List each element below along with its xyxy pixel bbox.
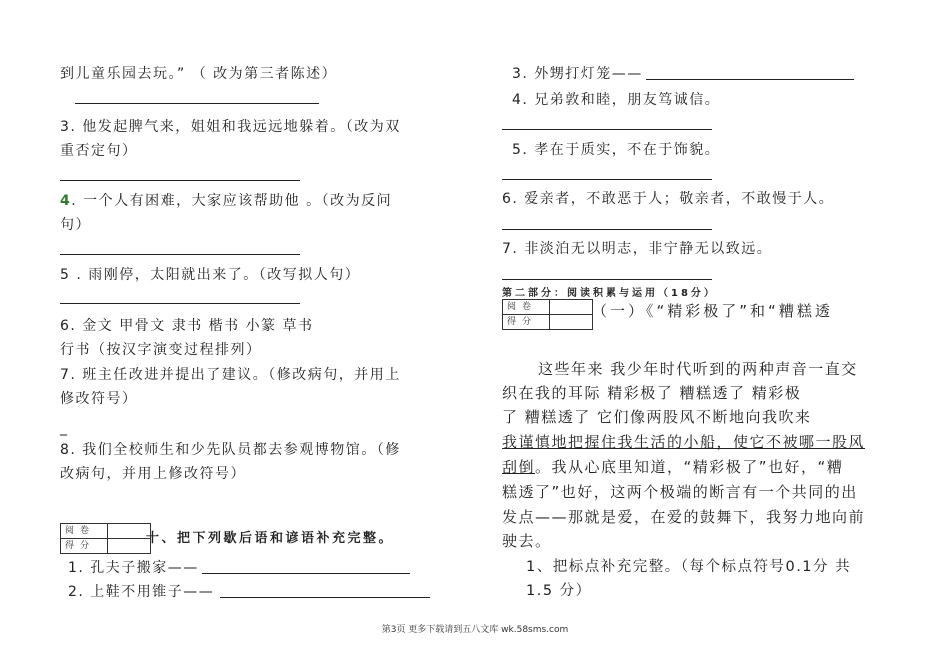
question-3-line2: 重否定句） — [60, 143, 138, 159]
passage-line-3: 了 糟糕透了 它们像两股风不断地向我吹来 — [502, 408, 812, 426]
part-2-title: 第二部分：阅读积累与运用（18分） — [502, 288, 717, 299]
passage-underlined-word: 刮倒 — [502, 458, 536, 476]
score-cell-reviewer[interactable] — [108, 524, 151, 539]
saying-4: 4. 兄弟敦和睦，朋友笃诚信。 — [512, 92, 721, 108]
answer-blank-saying-3[interactable] — [646, 79, 854, 80]
score-label-reviewer: 阅卷 — [503, 300, 550, 315]
answer-blank-2[interactable] — [75, 103, 319, 104]
passage-line-8: 驶去。 — [502, 532, 552, 550]
score-label-score: 得分 — [503, 315, 550, 330]
reading-question-1-line1: 1、把标点补充完整。（每个标点符号0.1分 共 — [526, 559, 852, 575]
saying-5: 5. 孝在于质实，不在于饰貌。 — [512, 142, 721, 158]
question-3-line1: 3. 他发起脾气来，姐姐和我远远地躲着。（改为双 — [60, 119, 401, 135]
passage-line-6: 糕透了”也好，这两个极端的断言有一个共同的出 — [502, 483, 858, 501]
answer-blank-5[interactable] — [60, 303, 300, 304]
passage-line-5-text: 。我从心底里知道，“精彩极了”也好，“糟 — [535, 458, 844, 476]
answer-blank-4[interactable] — [60, 254, 300, 255]
saying-7: 7. 非淡泊无以明志，非宁静无以致远。 — [502, 241, 773, 257]
page-footer: 第3页 更多下载请到五八文库 wk.58sms.com — [381, 625, 569, 635]
answer-blank-saying-4[interactable] — [502, 129, 712, 130]
question-8-line2: 改病句，并用上修改符号） — [60, 466, 246, 482]
reading-question-1-line2: 1.5 分） — [526, 583, 592, 599]
answer-blank-saying-2[interactable] — [220, 597, 430, 598]
question-6-line1: 6. 金文 甲骨文 隶书 楷书 小篆 草书 — [60, 318, 314, 334]
question-4-number: 4 — [60, 193, 72, 209]
score-label-score: 得分 — [61, 539, 108, 554]
passage-line-4-underlined: 我谨慎地把握住我生活的小船，使它不被哪一股风 — [502, 433, 866, 451]
question-6-line2: 行书（按汉字演变过程排列） — [60, 342, 262, 358]
saying-1: 1. 孔夫子搬家—— — [68, 560, 199, 576]
answer-blank-3[interactable] — [60, 180, 300, 181]
passage-line-2: 织在我的耳际 精彩极了 糟糕透了 精彩极 — [502, 384, 802, 402]
question-4-text: . 一个人有困难，大家应该帮助他 。（改为反问 — [71, 193, 393, 209]
question-5: 5 . 雨刚停，太阳就出来了。（改写拟人句） — [60, 267, 361, 283]
score-cell-score[interactable] — [550, 315, 593, 330]
question-7-line1: 7. 班主任改进并提出了建议。（修改病句，并用上 — [60, 367, 401, 383]
section-10-title: 十、把下列歇后语和谚语补充完整。 — [146, 531, 395, 546]
question-8-line1: 8. 我们全校师生和少先队员都去参观博物馆。（修 — [60, 442, 401, 458]
score-cell-reviewer[interactable] — [550, 300, 593, 315]
passage-line-5 — [502, 456, 843, 478]
score-label-reviewer: 阅卷 — [61, 524, 108, 539]
passage-line-1: 这些年来 我少年时代听到的两种声音一直交 — [538, 360, 858, 378]
passage-line-7: 发点——那就是爱，在爱的鼓舞下，我努力地向前 — [502, 508, 866, 526]
question-2-tail: 到儿童乐园去玩。” （ 改为第三者陈述） — [60, 66, 338, 82]
answer-blank-saying-7[interactable] — [502, 279, 712, 280]
saying-2: 2. 上鞋不用锥子—— — [68, 584, 215, 600]
saying-6: 6. 爱亲者，不敢恶于人；敬亲者，不敢慢于人。 — [502, 191, 835, 207]
passage-title: （一）《“精彩极了”和“糟糕透 — [592, 302, 833, 320]
question-7-line2: 修改符号） — [60, 391, 138, 407]
score-box-section10 — [60, 523, 151, 554]
answer-blank-saying-5[interactable] — [502, 179, 712, 180]
score-box-part2 — [502, 299, 593, 330]
saying-3: 3. 外甥打灯笼—— — [512, 66, 643, 82]
answer-blank-saying-6[interactable] — [502, 229, 712, 230]
question-4-line1 — [60, 191, 392, 211]
score-cell-score[interactable] — [108, 539, 151, 554]
question-4-line2: 句） — [60, 217, 91, 233]
answer-dash-7: _ — [60, 420, 69, 436]
answer-blank-saying-1[interactable] — [202, 573, 410, 574]
